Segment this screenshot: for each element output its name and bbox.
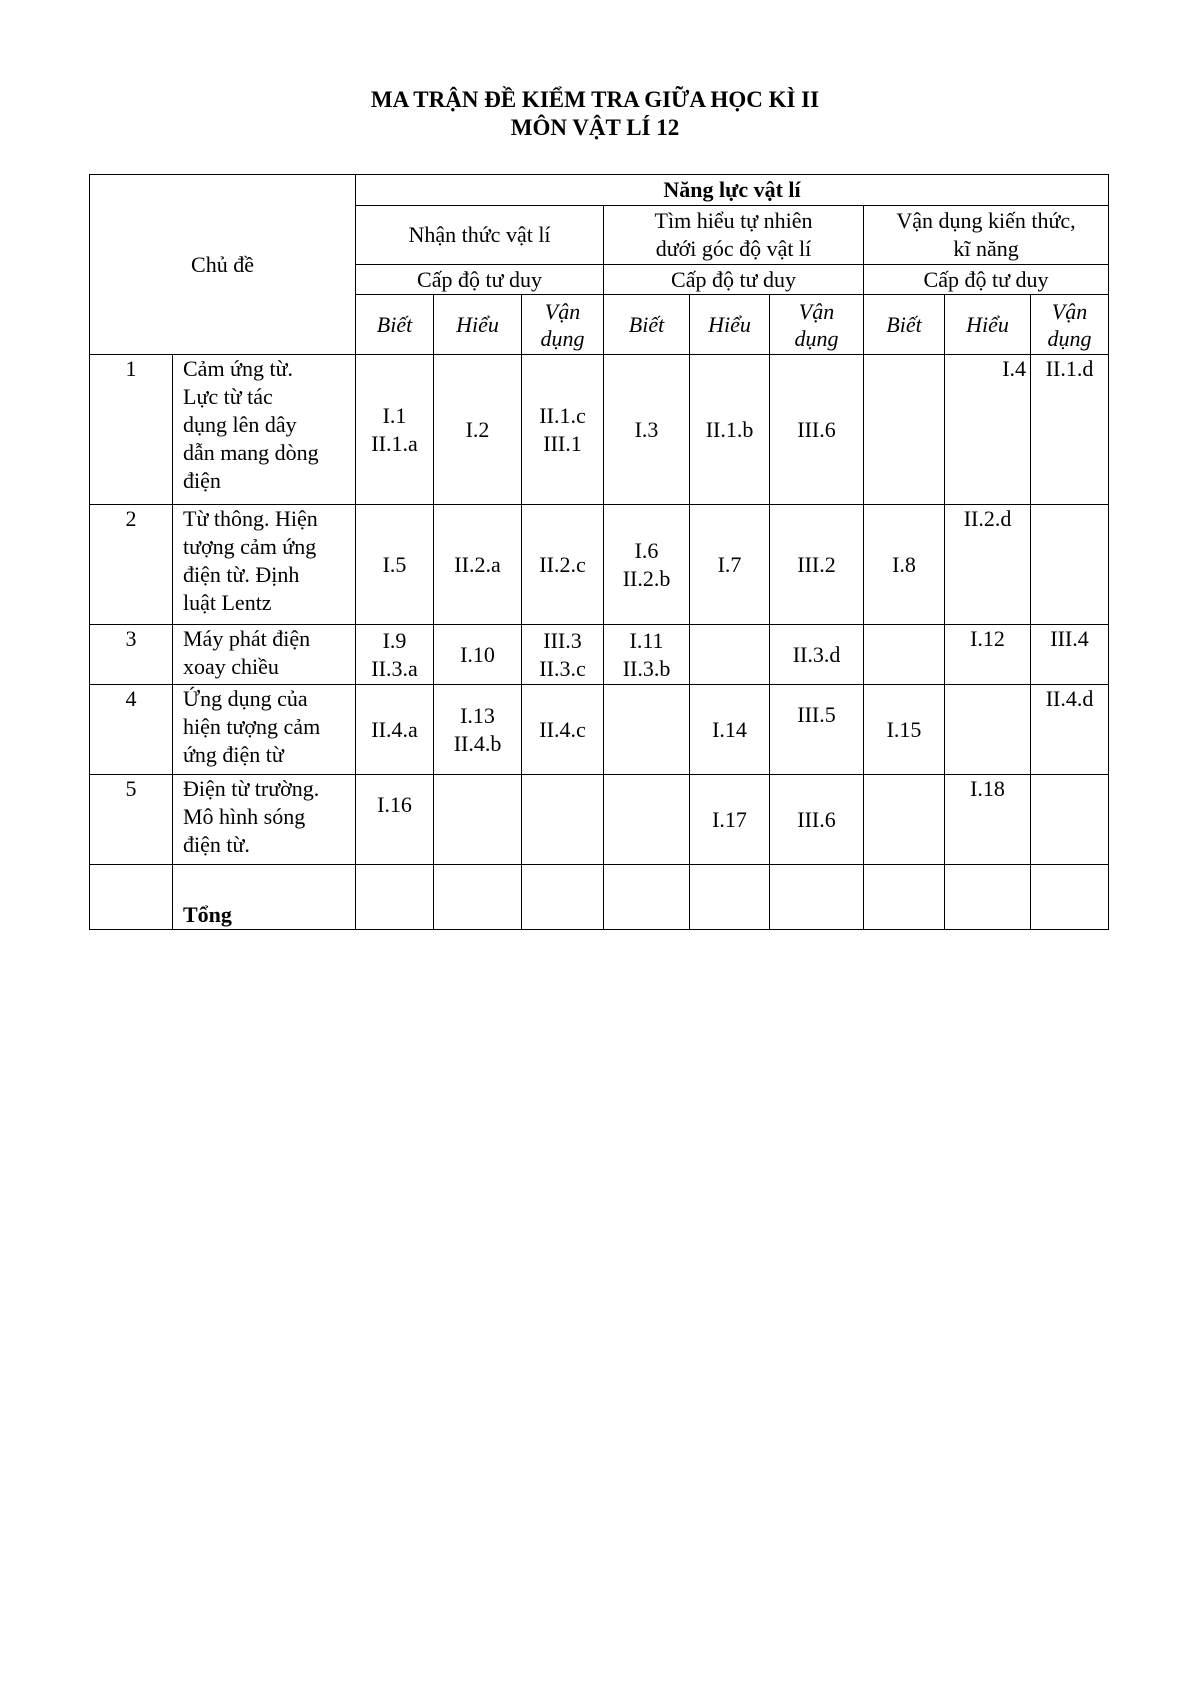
matrix-cell: I.15 bbox=[864, 685, 945, 775]
group-header-1: Nhận thức vật lí bbox=[356, 206, 604, 265]
matrix-cell: II.3.d bbox=[770, 625, 864, 685]
matrix-cell: I.18 bbox=[945, 775, 1031, 865]
topic-cell: Cảm ứng từ. Lực từ tác dụng lên dây dẫn mang dòng điện bbox=[173, 355, 356, 505]
matrix-cell: II.2.c bbox=[522, 505, 604, 625]
topic-cell: Điện từ trường. Mô hình sóng điện từ. bbox=[173, 775, 356, 865]
total-cell bbox=[434, 865, 522, 930]
total-label: Tổng bbox=[173, 865, 356, 930]
matrix-cell bbox=[604, 775, 690, 865]
group-header-3: Vận dụng kiến thức, kĩ năng bbox=[864, 206, 1109, 265]
matrix-cell: III.3 II.3.c bbox=[522, 625, 604, 685]
row-number: 3 bbox=[90, 625, 173, 685]
matrix-cell: III.5 bbox=[770, 685, 864, 775]
matrix-cell bbox=[864, 625, 945, 685]
matrix-cell: I.16 bbox=[356, 775, 434, 865]
matrix-cell: I.2 bbox=[434, 355, 522, 505]
matrix-cell: III.6 bbox=[770, 355, 864, 505]
topic-cell: Từ thông. Hiện tượng cảm ứng điện từ. Định luật Lentz bbox=[173, 505, 356, 625]
total-cell bbox=[945, 865, 1031, 930]
matrix-cell bbox=[864, 775, 945, 865]
matrix-cell: III.6 bbox=[770, 775, 864, 865]
matrix-cell: I.11 II.3.b bbox=[604, 625, 690, 685]
matrix-cell: II.4.c bbox=[522, 685, 604, 775]
matrix-cell: II.1.d bbox=[1031, 355, 1109, 505]
topic-header: Chủ đề bbox=[90, 175, 356, 355]
competency-header: Năng lực vật lí bbox=[356, 175, 1109, 206]
document-subtitle: MÔN VẬT LÍ 12 bbox=[510, 115, 680, 140]
table-row bbox=[90, 355, 1109, 505]
total-row bbox=[90, 865, 1109, 930]
row-number: 1 bbox=[90, 355, 173, 505]
matrix-cell: II.2.d bbox=[945, 505, 1031, 625]
total-cell bbox=[690, 865, 770, 930]
topic-cell: Ứng dụng của hiện tượng cảm ứng điện từ bbox=[173, 685, 356, 775]
matrix-cell: I.6 II.2.b bbox=[604, 505, 690, 625]
matrix-cell: II.1.c III.1 bbox=[522, 355, 604, 505]
table-row bbox=[90, 775, 1109, 865]
matrix-cell: II.1.b bbox=[690, 355, 770, 505]
level-apply: Vận dụng bbox=[770, 295, 864, 355]
matrix-cell: II.4.d bbox=[1031, 685, 1109, 775]
matrix-cell bbox=[522, 775, 604, 865]
matrix-cell bbox=[1031, 505, 1109, 625]
matrix-cell bbox=[945, 685, 1031, 775]
matrix-cell: II.4.a bbox=[356, 685, 434, 775]
total-cell bbox=[356, 865, 434, 930]
group-header-2: Tìm hiểu tự nhiên dưới góc độ vật lí bbox=[604, 206, 864, 265]
total-number-cell bbox=[90, 865, 173, 930]
matrix-cell: III.2 bbox=[770, 505, 864, 625]
matrix-cell: I.14 bbox=[690, 685, 770, 775]
matrix-cell: I.1 II.1.a bbox=[356, 355, 434, 505]
matrix-cell: I.8 bbox=[864, 505, 945, 625]
thinking-level-1: Cấp độ tư duy bbox=[356, 265, 604, 295]
matrix-cell: I.13 II.4.b bbox=[434, 685, 522, 775]
matrix-cell bbox=[604, 685, 690, 775]
thinking-level-3: Cấp độ tư duy bbox=[864, 265, 1109, 295]
topic-cell: Máy phát điện xoay chiều bbox=[173, 625, 356, 685]
matrix-cell: II.2.a bbox=[434, 505, 522, 625]
document-title: MA TRẬN ĐỀ KIỂM TRA GIỮA HỌC KÌ II bbox=[370, 87, 820, 112]
matrix-cell: I.4 bbox=[945, 355, 1031, 505]
matrix-cell: I.7 bbox=[690, 505, 770, 625]
matrix-cell bbox=[864, 355, 945, 505]
level-apply: Vận dụng bbox=[522, 295, 604, 355]
matrix-cell bbox=[434, 775, 522, 865]
level-know: Biết bbox=[864, 295, 945, 355]
row-number: 5 bbox=[90, 775, 173, 865]
total-cell bbox=[770, 865, 864, 930]
table-row bbox=[90, 625, 1109, 685]
matrix-cell: I.5 bbox=[356, 505, 434, 625]
matrix-cell: I.3 bbox=[604, 355, 690, 505]
level-know: Biết bbox=[604, 295, 690, 355]
level-understand: Hiểu bbox=[945, 295, 1031, 355]
level-understand: Hiểu bbox=[690, 295, 770, 355]
matrix-cell: I.10 bbox=[434, 625, 522, 685]
total-cell bbox=[864, 865, 945, 930]
matrix-cell: I.9 II.3.a bbox=[356, 625, 434, 685]
matrix-cell: III.4 bbox=[1031, 625, 1109, 685]
matrix-cell: I.17 bbox=[690, 775, 770, 865]
matrix-cell bbox=[690, 625, 770, 685]
matrix-cell: I.12 bbox=[945, 625, 1031, 685]
total-cell bbox=[522, 865, 604, 930]
total-cell bbox=[1031, 865, 1109, 930]
row-number: 4 bbox=[90, 685, 173, 775]
header-row-1 bbox=[90, 175, 1109, 206]
table-row bbox=[90, 505, 1109, 625]
table-row bbox=[90, 685, 1109, 775]
row-number: 2 bbox=[90, 505, 173, 625]
matrix-cell bbox=[1031, 775, 1109, 865]
level-understand: Hiểu bbox=[434, 295, 522, 355]
total-cell bbox=[604, 865, 690, 930]
thinking-level-2: Cấp độ tư duy bbox=[604, 265, 864, 295]
level-apply: Vận dụng bbox=[1031, 295, 1109, 355]
exam-matrix-table bbox=[89, 174, 1109, 930]
level-know: Biết bbox=[356, 295, 434, 355]
